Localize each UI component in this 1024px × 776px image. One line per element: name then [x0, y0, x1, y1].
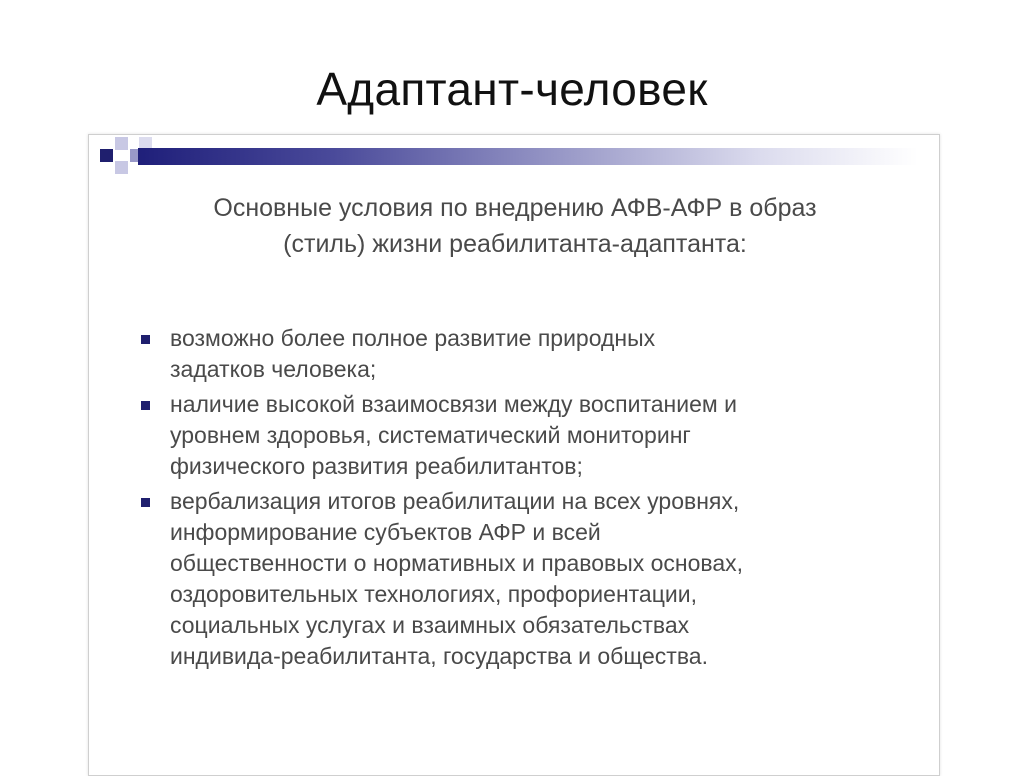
square-bullet-icon [141, 401, 150, 410]
bullet-line: наличие высокой взаимосвязи между воспитанием и [170, 391, 737, 417]
decor-square [100, 149, 113, 162]
bullet-line: информирование субъектов АФР и всей [170, 519, 601, 545]
bullet-line: общественности о нормативных и правовых основах, [170, 550, 744, 576]
decor-square [115, 137, 128, 150]
bullet-line: индивида-реабилитанта, государства и общества. [170, 643, 708, 669]
slide-subtitle [120, 190, 910, 262]
square-bullet-icon [141, 335, 150, 344]
header-gradient-bar [138, 148, 918, 165]
decor-square [115, 161, 128, 174]
bullet-line: возможно более полное развитие природных [170, 325, 656, 351]
bullet-item [140, 486, 900, 672]
bullet-line: оздоровительных технологиях, профориентации, [170, 581, 697, 607]
bullet-line: социальных услугах и взаимных обязательствах [170, 612, 690, 638]
bullet-line: физического развития реабилитантов; [170, 453, 583, 479]
bullet-line: задатков человека; [170, 356, 377, 382]
subtitle-line: Основные условия по внедрению АФВ-АФР в образ [213, 194, 817, 222]
square-bullet-icon [141, 498, 150, 507]
page-title: Адаптант-человек [316, 63, 708, 115]
bullet-line: уровнем здоровья, систематический мониторинг [170, 422, 691, 448]
bullet-list [140, 323, 900, 676]
bullet-item [140, 389, 900, 482]
bullet-line: вербализация итогов реабилитации на всех уровнях, [170, 488, 740, 514]
subtitle-line: (стиль) жизни реабилитанта-адаптанта: [283, 230, 747, 258]
bullet-item [140, 323, 900, 385]
